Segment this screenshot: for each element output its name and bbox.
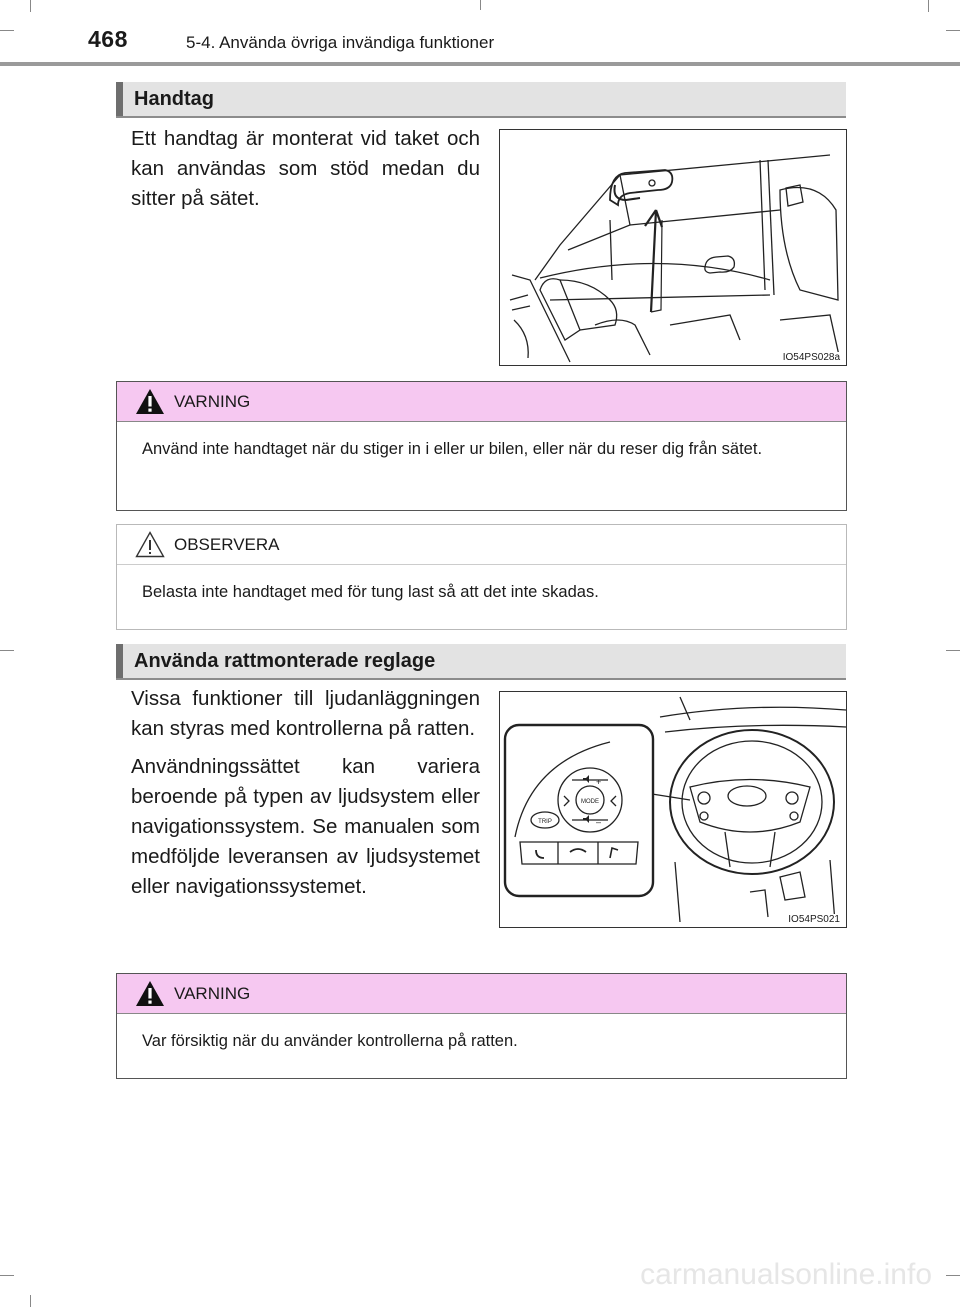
warning-box xyxy=(116,973,847,1079)
section-heading-label: Handtag xyxy=(134,88,214,110)
steering-controls-description xyxy=(131,684,480,910)
crop-mark xyxy=(946,1275,960,1276)
header-rule xyxy=(0,62,960,66)
crop-mark xyxy=(30,0,31,12)
crop-mark xyxy=(946,650,960,651)
trip-label: TRIP xyxy=(538,819,552,825)
grab-handle-illustration xyxy=(499,129,847,366)
volume-down-label: – xyxy=(596,817,602,827)
warning-title: VARNING xyxy=(174,984,251,1003)
paragraph: Användningssättet kan variera beroende på typen av ljudsystem eller navigationssystem. Se manualen som medföljde leveransen av ljudsystemet eller navigationssystemet. xyxy=(131,755,480,898)
steering-wheel-illustration xyxy=(499,691,847,928)
warning-header xyxy=(117,382,846,422)
volume-up-label: + xyxy=(596,777,602,787)
mode-label: MODE xyxy=(581,799,599,805)
caution-triangle-icon xyxy=(135,531,165,558)
crop-mark xyxy=(0,650,14,651)
crop-mark xyxy=(30,1295,31,1307)
watermark: carmanualsonline.info xyxy=(640,1258,932,1291)
paragraph: Ett handtag är monterat vid taket och kan användas som stöd medan du sitter på sätet. xyxy=(131,127,480,210)
warning-text: Använd inte handtaget när du stiger in i eller ur bilen, eller när du reser dig från sätet. xyxy=(142,440,763,458)
handtag-description xyxy=(131,124,480,222)
figure-code: IO54PS028a xyxy=(782,352,840,363)
caution-box xyxy=(116,524,847,630)
warning-box xyxy=(116,381,847,511)
warning-title: VARNING xyxy=(174,392,251,411)
page-number: 468 xyxy=(88,26,128,52)
paragraph: Vissa funktioner till ljudanläggningen kan styras med kontrollerna på ratten. xyxy=(131,687,480,740)
section-heading-label: Använda rattmonterade reglage xyxy=(134,650,436,672)
warning-text: Var försiktig när du använder kontrollerna på ratten. xyxy=(142,1032,518,1050)
crop-mark xyxy=(946,30,960,31)
caution-title: OBSERVERA xyxy=(174,535,280,554)
crop-mark xyxy=(928,0,929,12)
warning-triangle-icon xyxy=(135,980,165,1007)
caution-text: Belasta inte handtaget med för tung last så att det inte skadas. xyxy=(142,583,599,601)
caution-header xyxy=(117,525,846,565)
section-heading-handtag xyxy=(116,82,846,118)
crop-mark xyxy=(480,0,481,10)
section-heading-steering-controls xyxy=(116,644,846,680)
warning-header xyxy=(117,974,846,1014)
figure-code: IO54PS021 xyxy=(788,914,840,925)
crop-mark xyxy=(0,1275,14,1276)
warning-triangle-icon xyxy=(135,388,165,415)
crop-mark xyxy=(0,30,14,31)
chapter-title: 5-4. Använda övriga invändiga funktioner xyxy=(186,33,495,52)
